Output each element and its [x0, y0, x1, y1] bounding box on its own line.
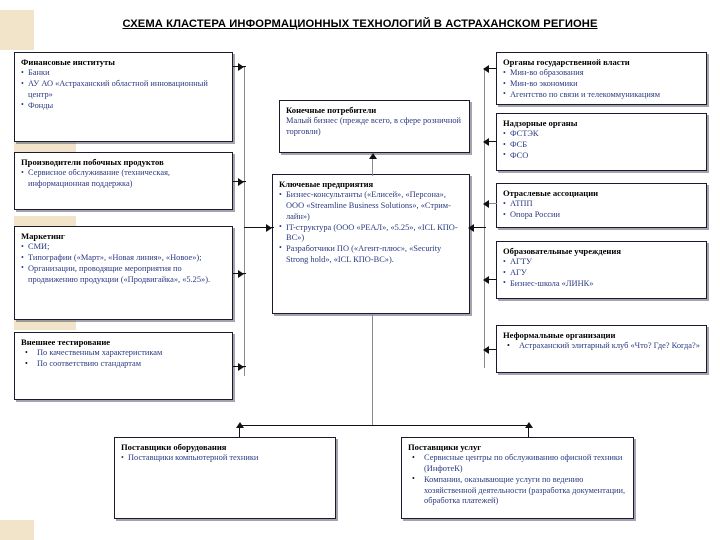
box-text: Малый бизнес (прежде всего, в сфере розничной торговли) — [286, 116, 461, 137]
box-list — [15, 242, 232, 287]
list-item: • Опора России — [503, 210, 701, 221]
box-heading: Маркетинг — [21, 231, 65, 241]
list-item: • Мин-во образования — [503, 68, 701, 79]
list-item: • ФСТЭК — [503, 129, 701, 140]
list-item: • Разработчики ПО («Агент-плюс», «Security Strong hold», «ICL КПО-ВС»). — [279, 244, 464, 265]
box-list — [497, 68, 706, 102]
box-list — [15, 348, 232, 371]
box-financial-institutions[interactable] — [14, 52, 233, 142]
box-government-bodies[interactable] — [496, 52, 707, 105]
list-item: • Типографии («Март», «Новая линия», «Новое»); — [21, 253, 227, 264]
box-external-testing[interactable] — [14, 332, 233, 400]
page-title: СХЕМА КЛАСТЕРА ИНФОРМАЦИОННЫХ ТЕХНОЛОГИЙ В АСТРАХАНСКОМ РЕГИОНЕ — [122, 18, 598, 30]
arrowhead-left — [483, 138, 489, 146]
box-list — [115, 453, 335, 466]
connector-key-to-bottom — [372, 314, 373, 426]
box-list — [402, 453, 633, 508]
arrowhead-right — [238, 270, 244, 278]
list-item: • СМИ; — [21, 242, 227, 253]
list-item: • По соответствию стандартам — [21, 359, 227, 370]
box-key-enterprises[interactable] — [272, 174, 470, 314]
connector-bottom-bar — [239, 425, 529, 426]
arrowhead-right — [238, 363, 244, 371]
list-item: • Сервисные центры по обслуживанию офисной техники (ИнфотеК) — [408, 453, 628, 474]
list-item: • IT-структура (ООО «РЕАЛ», «5.25», «ICL КПО-ВС») — [279, 223, 464, 244]
arrowhead-left — [483, 200, 489, 208]
connector-key-to-consumers — [372, 158, 373, 176]
list-item: • АГУ — [503, 268, 701, 279]
arrowhead-left — [483, 346, 489, 354]
list-item: • Компании, оказывающие услуги по ведению хозяйственной деятельности (разработка документации, обработка платежей) — [408, 475, 628, 507]
list-item: • ФСБ — [503, 140, 701, 151]
list-item: • Сервисное обслуживание (техническая, информационная поддержка) — [21, 168, 227, 189]
box-educational-institutions[interactable] — [496, 241, 707, 299]
box-list — [497, 257, 706, 291]
box-heading: Поставщики оборудования — [121, 442, 227, 452]
box-heading: Образовательные учреждения — [503, 246, 621, 256]
box-end-consumers[interactable] — [279, 100, 470, 153]
arrowhead-left — [483, 65, 489, 73]
list-item: • Мин-во экономики — [503, 79, 701, 90]
box-list — [273, 190, 469, 267]
list-item: • Агентство по связи и телекоммуникациям — [503, 90, 701, 101]
list-item: • Бизнес-школа «ЛИНК» — [503, 279, 701, 290]
box-supervisory-bodies[interactable] — [496, 113, 707, 171]
box-heading: Надзорные органы — [503, 118, 578, 128]
box-list — [497, 129, 706, 163]
box-list — [497, 199, 706, 222]
list-item: • Поставщики компьютерной техники — [121, 453, 330, 464]
box-heading: Производители побочных продуктов — [21, 157, 164, 167]
beige-strip-top — [0, 10, 34, 50]
box-heading: Поставщики услуг — [408, 442, 482, 452]
list-item: • Бизнес-консультанты («Елисей», «Персона», ООО «Streamline Business Solutions», «Стрим-лайн») — [279, 190, 464, 222]
box-list — [15, 68, 232, 113]
list-item: • АТПП — [503, 199, 701, 210]
box-service-suppliers[interactable] — [401, 437, 634, 519]
list-item: • Банки — [21, 68, 227, 79]
arrowhead-up — [236, 422, 244, 428]
box-heading: Органы государственной власти — [503, 57, 630, 67]
arrowhead-right — [238, 63, 244, 71]
connector-right-spine — [484, 68, 485, 368]
list-item: • Фонды — [21, 101, 227, 112]
box-equipment-suppliers[interactable] — [114, 437, 336, 519]
box-industry-associations[interactable] — [496, 183, 707, 228]
list-item: • АУ АО «Астраханский областной инновационный центр» — [21, 79, 227, 100]
box-marketing[interactable] — [14, 226, 233, 320]
connector-left-spine — [244, 66, 245, 376]
box-heading: Отраслевые ассоциации — [503, 188, 599, 198]
box-heading: Финансовые институты — [21, 57, 115, 67]
box-heading: Ключевые предприятия — [279, 179, 374, 189]
arrowhead-up — [369, 153, 377, 159]
box-list — [15, 168, 232, 191]
box-heading: Неформальные организации — [503, 330, 616, 340]
beige-strip-bottom — [0, 520, 34, 540]
box-list — [497, 341, 706, 354]
box-byproduct-producers[interactable] — [14, 152, 233, 210]
list-item: • По качественным характеристикам — [21, 348, 227, 359]
list-item: • АГТУ — [503, 257, 701, 268]
arrowhead-left — [468, 224, 474, 232]
list-item: • Организации, проводящие мероприятия по продвижению продукции («Продвигайка», «5.25»). — [21, 264, 227, 285]
arrowhead-up — [525, 422, 533, 428]
list-item: • ФСО — [503, 151, 701, 162]
box-heading: Конечные потребители — [286, 105, 377, 115]
arrowhead-right — [266, 224, 272, 232]
arrowhead-right — [238, 178, 244, 186]
beige-strip-3 — [14, 320, 76, 330]
arrowhead-left — [483, 276, 489, 284]
list-item: • Астраханский элитарный клуб «Что? Где? Когда?» — [503, 341, 701, 352]
box-informal-organizations[interactable] — [496, 325, 707, 373]
box-heading: Внешнее тестирование — [21, 337, 111, 347]
